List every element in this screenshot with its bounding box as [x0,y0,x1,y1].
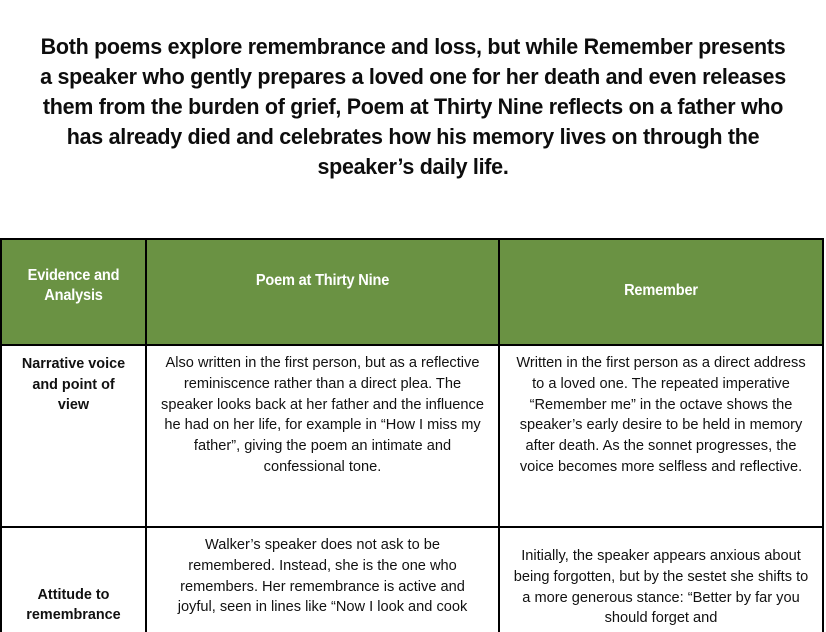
comparison-table [0,238,824,632]
cell-narrative-voice-poem-at-thirty-nine [146,345,499,527]
row-label-attitude-to-remembrance [1,527,146,632]
row-label-text: Attitude to remembrance [26,586,121,623]
cell-text: Also written in the first person, but as a reflective reminiscence rather than a direct plea. The speaker looks back at her father and the influence he had on her life, for example in “How I miss my father”, giving the poem an intimate and confessional tone. [161,355,484,475]
page-title: Both poems explore remembrance and loss, but while Remember presents a speaker who gently prepares a loved one for her death and even releases them from the burden of grief, Poem at Thirty Nine reflects on a father who has already died and celebrates how his memory lives on through the speaker’s daily life. [40,34,786,179]
column-header-label: Evidence and Analysis [27,267,120,304]
row-label-text: Narrative voice and point of view [21,356,126,413]
cell-text: Written in the first person as a direct address to a loved one. The repeated imperative “Remember me” in the octave shows the speaker’s early desire to be held in memory after death. As the sonnet progresses, the voice becomes more selfless and reflective. [516,355,806,475]
table-row [1,527,823,632]
cell-text: Walker’s speaker does not ask to be remembered. Instead, she is the one who remembers. Her remembrance is active and joyful, seen in lines like “Now I look and cook [177,537,468,616]
column-header-label: Remember [624,282,698,299]
cell-text: Initially, the speaker appears anxious about being forgotten, but by the sestet she shifts to a more generous stance: “Better by far you should forget and [513,548,809,627]
cell-attitude-remember [499,527,823,632]
table-header [1,239,823,345]
table-body [1,345,823,632]
cell-attitude-poem-at-thirty-nine [146,527,499,632]
column-header-evidence-and-analysis [1,239,146,345]
table-header-row [1,239,823,345]
table-row [1,345,823,527]
column-header-label: Poem at Thirty Nine [255,272,390,289]
column-header-remember [499,239,823,345]
column-header-poem-at-thirty-nine [146,239,499,345]
comparison-table-container [0,238,822,632]
cell-narrative-voice-remember [499,345,823,527]
row-label-narrative-voice [1,345,146,527]
